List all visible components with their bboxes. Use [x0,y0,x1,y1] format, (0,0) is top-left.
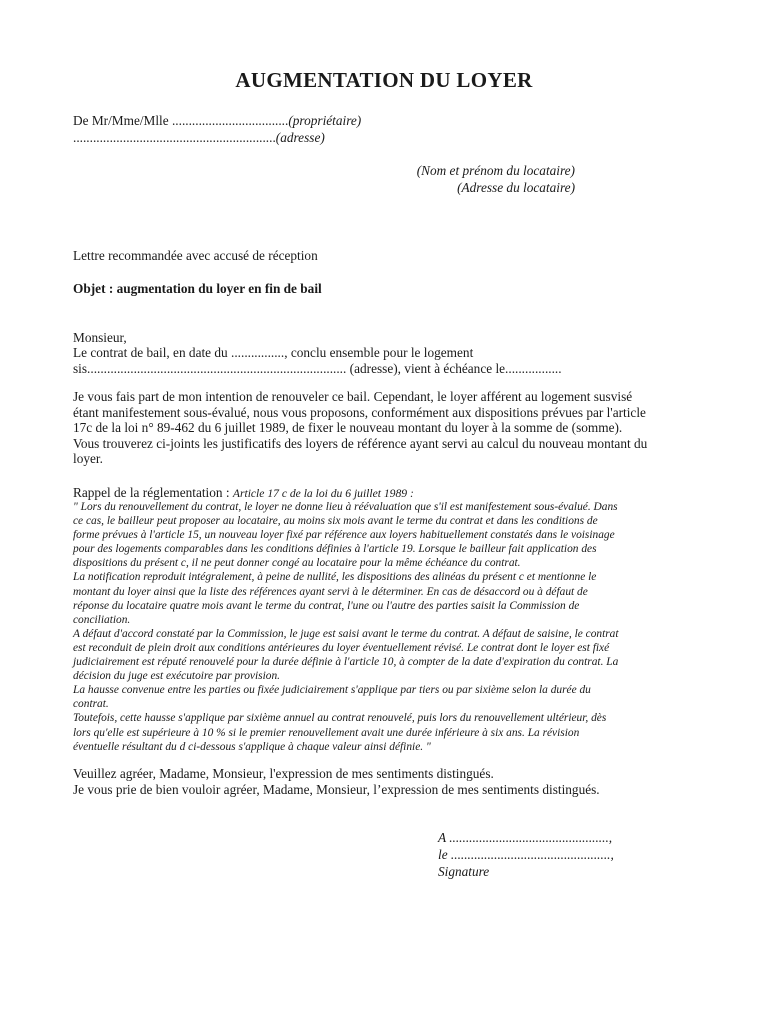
sender-line-1 [73,112,361,129]
law-line: conciliation. [73,613,131,626]
sender-address-label: (adresse) [275,130,325,145]
paragraph-line: Je vous fais part de mon intention de renouveler ce bail. Cependant, le loyer afférent au logement susvisé [73,389,633,404]
sender-name-dots: ................................... [171,113,289,128]
law-line: décision du juge est exécutoire par provision. [73,670,280,683]
law-line: La notification reproduit intégralement, à peine de nullité, les dispositions des alinéas du présent c et mentionne le [73,571,597,584]
paragraph-line: loyer. [73,451,103,467]
main-paragraph [73,389,693,467]
paragraph-line: 17c de la loi n° 89-462 du 6 juillet 1989, de fixer le nouveau montant du loyer à la somme de (somme). [73,420,623,436]
regulation-label: Rappel de la réglementation : [73,485,233,500]
signature-date: le ................................................, [438,847,614,862]
law-line: A défaut d'accord constaté par la Commission, le juge est saisi avant le terme du contrat. A défaut de saisine, le contrat [73,627,619,640]
law-line: est reconduit de plein droit aux conditions antérieures du loyer éventuellement révisé. Le contrat dont le loyer est fixé [73,641,610,654]
letter-subject: Objet : augmentation du loyer en fin de bail [73,281,322,296]
signature-label: Signature [438,864,490,879]
salutation: Monsieur, [73,330,127,345]
recipient-address: (Adresse du locataire) [457,180,575,195]
law-line: montant du loyer ainsi que la liste des références ayant servi à le déterminer. En cas de désaccord ou à défaut de [73,585,588,598]
law-line: La hausse convenue entre les parties ou fixée judiciairement s'applique par tiers ou par sixième selon la durée du [73,684,591,697]
law-line: contrat. [73,698,109,711]
intro-line: sis.............................................................................. (adresse), vient à échéance le................. [73,360,562,376]
delivery-mode: Lettre recommandée avec accusé de réception [73,248,318,263]
law-line: forme prévues à l'article 15, un nouveau loyer fixé par référence aux loyers habituellement constatés dans le voisinage [73,529,615,542]
regulation-reference: Article 17 c de la loi du 6 juillet 1989 : [232,487,414,500]
closing-line: Veuillez agréer, Madame, Monsieur, l'expression de mes sentiments distingués. [73,766,494,781]
sender-line-2 [73,129,325,146]
law-line: éventuelle résultant du d ci-dessous s'applique à chaque valeur ainsi définie. " [73,740,431,753]
paragraph-line: étant manifestement sous-évalué, nous vous proposons, conformément aux dispositions prévues par l'article [73,404,646,420]
sender-role: (propriétaire) [288,113,362,128]
closing-line: Je vous prie de bien vouloir agréer, Madame, Monsieur, l’expression de mes sentiments distingués. [73,781,600,797]
law-line: lors qu'elle est supérieure à 10 % si le premier renouvellement avait une durée inférieure à six ans. La révision [73,726,580,739]
intro-line: Le contrat de bail, en date du ................, conclu ensemble pour le logement [73,345,474,360]
sender-address-dots: ............................................................. [73,130,276,145]
law-line: Toutefois, cette hausse s'applique par sixième annuel au contrat renouvelé, puis lors du renouvellement ultérieur, dès [73,712,607,725]
law-line: réponse du locataire quatre mois avant le terme du contrat, l'une ou l'autre des parties saisit la Commission de [73,599,580,612]
page-title: AUGMENTATION DU LOYER [235,68,533,92]
recipient-name: (Nom et prénom du locataire) [416,163,575,178]
closing-block [73,766,693,797]
signature-place: A ................................................, [438,830,613,845]
sender-prefix: De Mr/Mme/Mlle [73,113,172,128]
law-line: judiciairement est réputé renouvelé pour la durée définie à l'article 10, à compter de la date d'expiration du contrat. La [73,656,619,669]
law-line: ce cas, le bailleur peut proposer au locataire, au moins six mois avant le terme du contrat et dans les conditions de [73,515,598,528]
law-excerpt [73,500,695,754]
law-line: " Lors du renouvellement du contrat, le loyer ne donne lieu à réévaluation que s'il est manifestement sous-évalué. Dans [73,501,618,513]
law-line: dispositions du présent c, il ne peut donner congé au locataire pour la même échéance du contrat. [73,557,521,570]
intro-block [73,345,693,376]
law-line: pour des logements comparables dans les conditions définies à l'article 19. Lorsque le bailleur fait application des [73,543,597,556]
paragraph-line: Vous trouverez ci-joints les justificatifs des loyers de référence ayant servi au calcul du nouveau montant du [73,435,648,451]
